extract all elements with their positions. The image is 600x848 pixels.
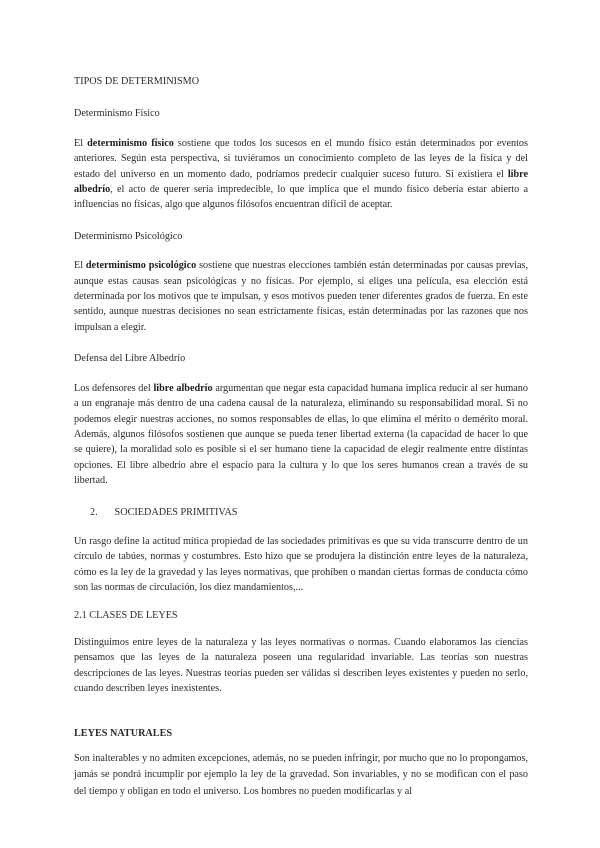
paragraph-determinismo-psicologico: El determinismo psicológico sostiene que nuestras elecciones también están determinadas por causas previas, aunque estas causas sean psicológicas y no físicas. Por ejemplo, si eliges una película, esa elección está determinada por los motivos que te impulsan, y esos motivos pueden tener diferentes grados de fuerza. En este sentido, aunque nuestras decisiones no sean estrictamente físicas, están determinadas por las razones que nos impulsan a elegir. xyxy=(74,260,529,333)
bold-term: libre albedrío xyxy=(153,382,213,394)
paragraph-defensa-libre-albedrio: Los defensores del libre albedrío argumentan que negar esta capacidad humana implica reducir al ser humano a un engranaje más dentro de una cadena causal de la naturaleza, eliminando su responsabilidad moral. Si no podemos elegir nuestras acciones, no somos responsables de ellas, lo que elimina el mérito o demérito moral. Además, algunos filósofos sostienen que aunque se pueda tener libertad externa (la capacidad de hacer lo que se quiere), la moralidad solo es posible si el ser humano tiene la capacidad de elegir realmente entre distintas opciones. El libre albedrío abre el espacio para la cultura y lo que los seres humanos crean a través de su libertad. xyxy=(74,382,528,487)
bold-term: determinismo físico xyxy=(87,137,174,149)
section-heading-leyes-naturales: LEYES NATURALES xyxy=(74,727,173,739)
section-heading-sociedades-primitivas: 2. SOCIEDADES PRIMITIVAS xyxy=(74,505,528,520)
paragraph-determinismo-fisico: El determinismo físico sostiene que todos los sucesos en el mundo físico están determinados por eventos anteriores. Según esta perspectiva, si tuviéramos un conocimiento completo de las leyes de la física y del estado del universo en un momento dado, podríamos predecir cualquier suceso futuro. Si existiera el libre albedrío, el acto de querer sería impredecible, lo que implica que el mundo físico debería estar abierto a influencias no físicas, algo que algunos filósofos encuentran difícil de aceptar. xyxy=(74,137,528,211)
document-title: TIPOS DE DETERMINISMO xyxy=(74,76,200,87)
section-heading-determinismo-fisico: Determinismo Físico xyxy=(74,108,160,120)
bold-term: libre albedrío xyxy=(74,168,528,196)
section-heading-clases-de-leyes: 2.1 CLASES DE LEYES xyxy=(74,609,178,621)
section-heading-determinismo-psicologico: Determinismo Psicológico xyxy=(74,230,183,242)
section-number: 2. xyxy=(90,506,98,518)
section-heading-defensa-libre-albedrio: Defensa del Libre Albedrío xyxy=(74,353,186,365)
paragraph-clases-de-leyes: Distinguimos entre leyes de la naturaleza y las leyes normativas o normas. Cuando elaboramos las ciencias pensamos que las leyes de la naturaleza poseen una regularidad invariable. Las teorías son nuestras descripciones de las leyes. Nuestras teorías pueden ser válidas si describen leyes existentes y pueden no serlo, cuando describen leyes inexistentes. xyxy=(74,636,528,695)
paragraph-sociedades-primitivas: Un rasgo define la actitud mítica propiedad de las sociedades primitivas es que su vida transcurre dentro de un círculo de tabúes, normas y costumbres. Esto hizo que se produjera la distinción entre leyes de la naturaleza, cómo es la ley de la gravedad y las leyes normativas, que prohíben o mandan ciertas formas de conducta cómo son las normas de circulación, los diez mandamientos,... xyxy=(74,535,528,594)
paragraph-leyes-naturales: Son inalterables y no admiten excepciones, además, no se pueden infringir, por mucho que no lo propongamos, jamás se pondrá incumplir por ejemplo la ley de la gravedad. Son invariables, y no se modifican con el paso del tiempo y obligan en todo el universo. Los hombres no pueden modificarlas y al xyxy=(74,752,528,797)
bold-term: determinismo psicológico xyxy=(85,260,197,272)
